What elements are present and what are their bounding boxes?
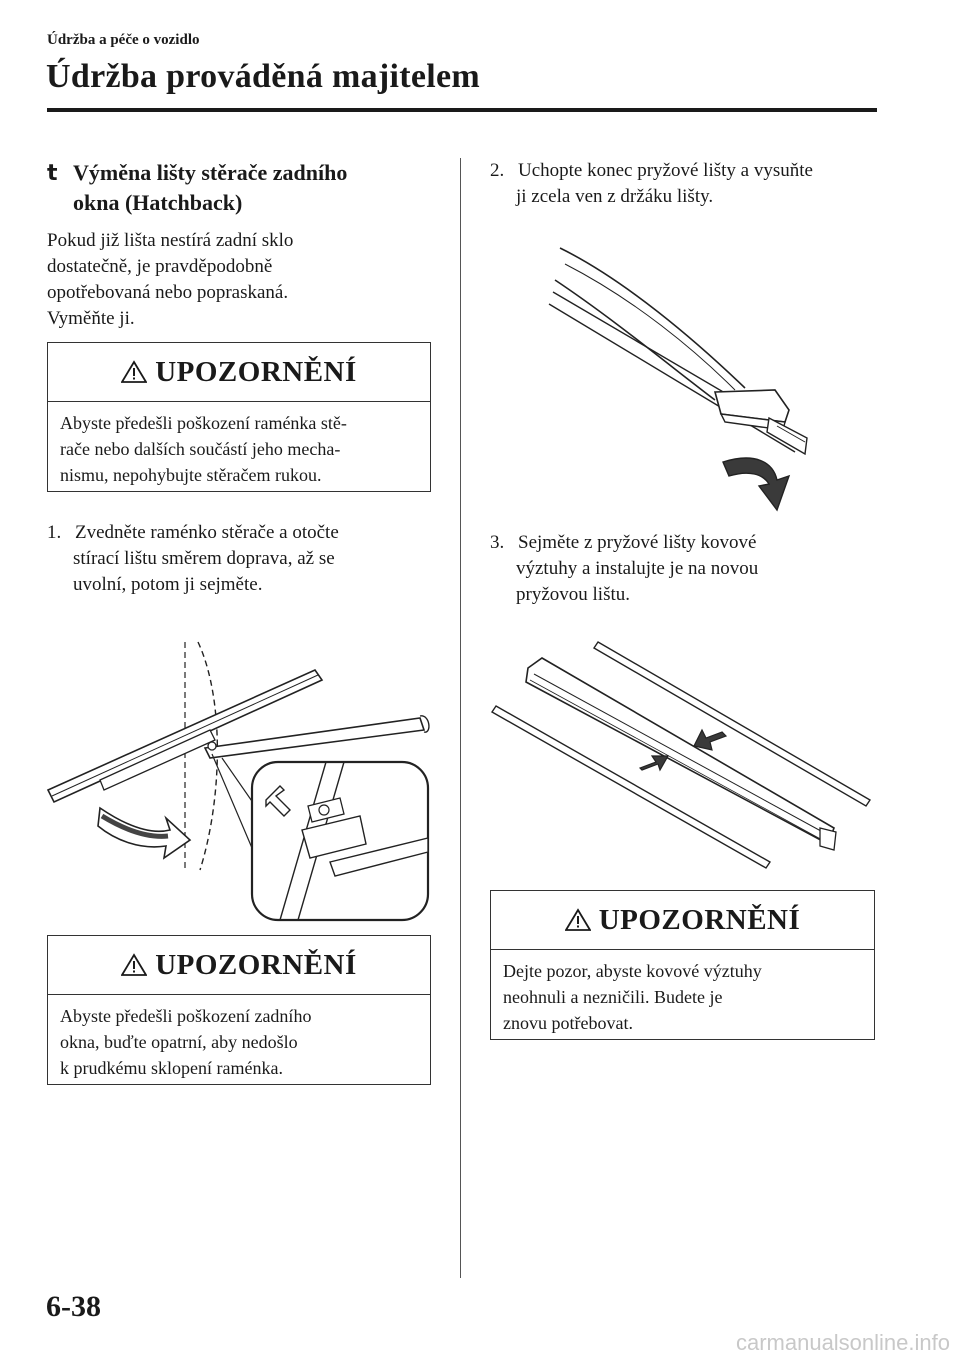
watermark: carmanualsonline.info <box>735 1330 950 1355</box>
caution-body <box>48 995 430 1089</box>
caution-body <box>491 950 874 1044</box>
intro-paragraph <box>47 228 437 332</box>
step-line: stírací lištu směrem doprava, až se <box>73 548 335 569</box>
section-heading <box>47 158 447 217</box>
section-label: Údržba a péče o vozidlo <box>47 32 200 48</box>
caution-line: rače nebo dalších součástí jeho mecha- <box>60 439 341 459</box>
rubber-slide-illustration <box>545 240 795 510</box>
caution-line: nismu, nepohybujte stěračem rukou. <box>60 465 322 485</box>
caution-body <box>48 402 430 496</box>
wiper-removal-illustration <box>40 630 440 925</box>
step-line: ji zcela ven z držáku lišty. <box>516 186 714 207</box>
step-2 <box>490 158 890 210</box>
warning-triangle-icon <box>121 953 147 977</box>
intro-line: Vyměňte ji. <box>47 308 135 329</box>
caution-line: okna, buďte opatrní, aby nedošlo <box>60 1032 298 1052</box>
step-line: Uchopte konec pryžové lišty a vysuňte <box>518 160 813 181</box>
step-3 <box>490 530 890 608</box>
step-line: výztuhy a instalujte je na novou <box>516 558 759 579</box>
caution-title: UPOZORNĚNÍ <box>155 355 357 388</box>
step-1 <box>47 520 447 598</box>
stiffener-illustration <box>490 640 880 870</box>
step-line: pryžovou lištu. <box>516 584 630 605</box>
caution-line: Abyste předešli poškození raménka stě- <box>60 413 347 433</box>
caution-box-3 <box>490 890 875 1040</box>
column-divider <box>460 158 461 1278</box>
caution-box-1 <box>47 342 431 492</box>
caution-line: Abyste předešli poškození zadního <box>60 1006 312 1026</box>
caution-line: k prudkému sklopení raménka. <box>60 1058 283 1078</box>
caution-box-2 <box>47 935 431 1085</box>
step-number: 3. <box>490 532 505 553</box>
intro-line: Pokud již lišta nestírá zadní sklo <box>47 230 294 251</box>
step-line: uvolní, potom ji sejměte. <box>73 574 263 595</box>
caution-header <box>491 891 874 950</box>
caution-line: znovu potřebovat. <box>503 1013 633 1033</box>
heading-line-2: okna (Hatchback) <box>73 190 243 215</box>
caution-header <box>48 343 430 402</box>
caution-title: UPOZORNĚNÍ <box>598 903 801 936</box>
page-title: Údržba prováděná majitelem <box>46 58 481 95</box>
caution-title: UPOZORNĚNÍ <box>155 948 357 981</box>
step-line: Zvedněte raménko stěrače a otočte <box>75 522 339 543</box>
section-bullet: t <box>47 161 58 186</box>
intro-line: opotřebovaná nebo popraskaná. <box>47 282 289 303</box>
caution-header <box>48 936 430 995</box>
page-number: 6-38 <box>46 1290 101 1323</box>
caution-line: neohnuli a nezničili. Budete je <box>503 987 723 1007</box>
heading-line-1: Výměna lišty stěrače zadního <box>73 160 348 185</box>
intro-line: dostatečně, je pravděpodobně <box>47 256 273 277</box>
caution-line: Dejte pozor, abyste kovové výztuhy <box>503 961 762 981</box>
step-line: Sejměte z pryžové lišty kovové <box>518 532 757 553</box>
step-number: 1. <box>47 522 62 543</box>
warning-triangle-icon <box>121 360 147 384</box>
warning-triangle-icon <box>565 908 591 932</box>
step-number: 2. <box>490 160 505 181</box>
title-rule <box>47 108 877 112</box>
